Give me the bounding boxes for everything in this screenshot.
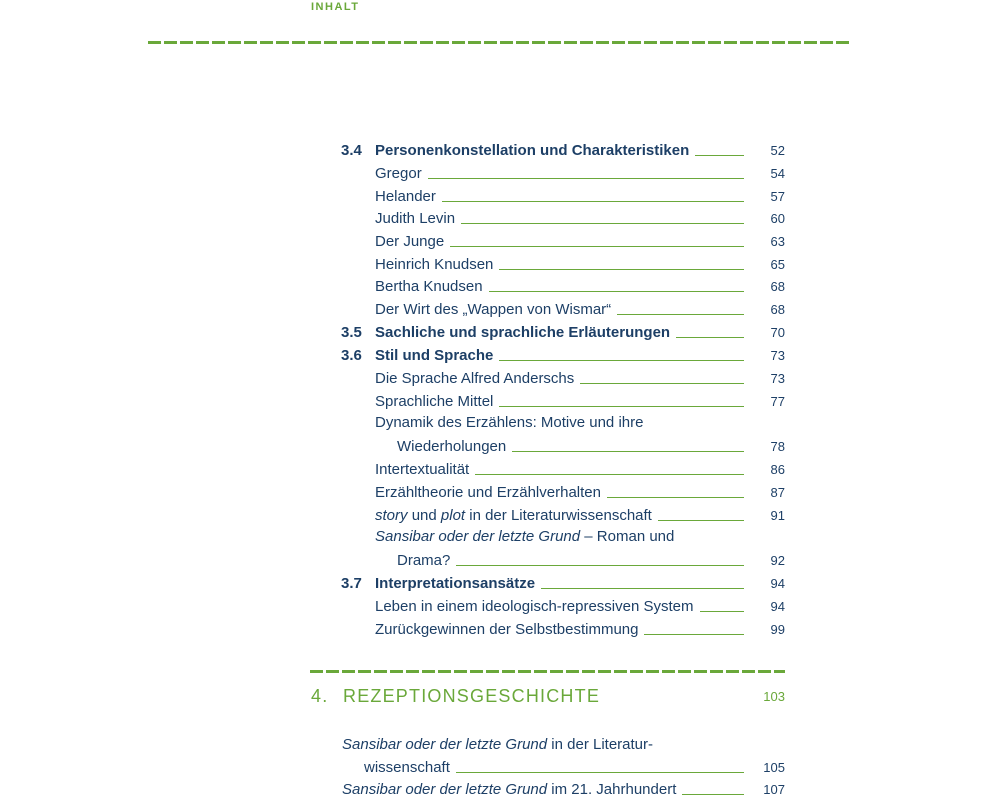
page-number: 73 <box>770 371 785 386</box>
entry-title-rest: in der Literatur- <box>551 736 654 753</box>
page-number: 91 <box>770 508 785 523</box>
section-title: Interpretationsansätze <box>375 575 536 592</box>
entry-title: Intertextualität <box>375 461 470 478</box>
toc-entry[interactable] <box>375 505 785 527</box>
page-number: 94 <box>770 576 785 591</box>
header-label: INHALT <box>311 1 360 13</box>
page-number: 105 <box>763 760 785 775</box>
toc-entry[interactable] <box>375 299 785 321</box>
page-number: 99 <box>770 622 785 637</box>
toc-entry[interactable] <box>397 436 785 458</box>
dot-leader <box>456 565 744 566</box>
toc-entry[interactable] <box>364 757 785 779</box>
dot-leader <box>700 611 744 612</box>
entry-title-line1[interactable] <box>375 528 674 546</box>
entry-title-italic: story <box>375 507 408 524</box>
page-number: 92 <box>770 553 785 568</box>
toc-entry[interactable] <box>375 368 785 390</box>
entry-title-line1[interactable] <box>342 736 653 754</box>
toc-entry[interactable] <box>397 550 785 572</box>
dot-leader <box>499 406 744 407</box>
entry-title <box>375 507 652 527</box>
entry-title-line2: wissenschaft <box>364 759 450 776</box>
toc-entry[interactable] <box>375 231 785 253</box>
dot-leader <box>499 360 744 361</box>
entry-title-line1[interactable]: Dynamik des Erzählens: Motive und ihre <box>375 414 644 431</box>
entry-title: Zurückgewinnen der Selbstbestimmung <box>375 621 639 638</box>
toc-entry-3-6[interactable] <box>341 345 785 367</box>
dot-leader <box>489 291 744 292</box>
dot-leader <box>658 520 744 521</box>
page-number: 54 <box>770 166 785 181</box>
page-number: 68 <box>770 279 785 294</box>
entry-title-rest: in der Literaturwissenschaft <box>469 507 652 524</box>
entry-title: Helander <box>375 188 436 205</box>
toc-entry[interactable] <box>375 254 785 276</box>
section-number: 3.6 <box>341 347 362 364</box>
page-number: 107 <box>763 782 785 797</box>
entry-title-italic: Sansibar oder der letzte Grund <box>375 528 581 545</box>
dot-leader <box>644 634 744 635</box>
page-number: 86 <box>770 462 785 477</box>
dot-leader <box>541 588 744 589</box>
chapter-title: REZEPTIONSGESCHICHTE <box>343 686 601 706</box>
page-number: 65 <box>770 257 785 272</box>
toc-entry[interactable] <box>342 779 785 801</box>
entry-title: Bertha Knudsen <box>375 278 483 295</box>
entry-title-rest: – Roman und <box>584 528 675 545</box>
toc-entry[interactable] <box>375 482 785 504</box>
chapter-rule <box>310 670 785 673</box>
entry-title: Erzähltheorie und Erzählverhalten <box>375 484 601 501</box>
chapter-page: 103 <box>763 689 785 704</box>
page-number: 94 <box>770 599 785 614</box>
toc-entry-3-4[interactable] <box>341 140 785 162</box>
entry-title-rest: im 21. Jahrhundert <box>551 781 677 798</box>
dot-leader <box>475 474 744 475</box>
page-number: 57 <box>770 189 785 204</box>
dot-leader <box>676 337 744 338</box>
entry-title: Sprachliche Mittel <box>375 393 494 410</box>
dot-leader <box>617 314 744 315</box>
toc-entry[interactable] <box>375 459 785 481</box>
entry-title-line2: Drama? <box>397 552 451 569</box>
page-number: 73 <box>770 348 785 363</box>
page-number: 52 <box>770 143 785 158</box>
dot-leader <box>456 772 744 773</box>
entry-title-italic: Sansibar oder der letzte Grund <box>342 736 548 753</box>
entry-title-italic: plot <box>440 507 466 524</box>
dot-leader <box>695 155 744 156</box>
toc-entry[interactable] <box>375 276 785 298</box>
entry-title-italic: Sansibar oder der letzte Grund <box>342 781 548 798</box>
entry-title <box>342 781 676 801</box>
page-number: 63 <box>770 234 785 249</box>
toc-entry[interactable] <box>375 163 785 185</box>
toc-entry[interactable] <box>375 596 785 618</box>
toc-entry[interactable] <box>375 208 785 230</box>
entry-title-connector: und <box>411 507 437 524</box>
entry-title: Leben in einem ideologisch-repressiven System <box>375 598 694 615</box>
entry-title: Die Sprache Alfred Anderschs <box>375 370 575 387</box>
dot-leader <box>499 269 744 270</box>
toc-entry[interactable] <box>375 619 785 641</box>
chapter-number: 4. <box>311 686 329 706</box>
header-rule <box>148 41 852 44</box>
section-title: Stil und Sprache <box>375 347 494 364</box>
section-title: Personenkonstellation und Charakteristiken <box>375 142 690 159</box>
dot-leader <box>442 201 744 202</box>
dot-leader <box>607 497 744 498</box>
dot-leader <box>580 383 744 384</box>
entry-title-line2: Wiederholungen <box>397 438 507 455</box>
page-number: 70 <box>770 325 785 340</box>
toc-entry[interactable] <box>375 186 785 208</box>
entry-title: Der Wirt des „Wappen von Wismar“ <box>375 301 612 318</box>
section-number: 3.4 <box>341 142 362 159</box>
entry-title: Judith Levin <box>375 210 456 227</box>
dot-leader <box>428 178 744 179</box>
chapter-4-heading[interactable] <box>311 686 785 710</box>
dot-leader <box>682 794 744 795</box>
page-number: 68 <box>770 302 785 317</box>
entry-title: Gregor <box>375 165 422 182</box>
page-number: 60 <box>770 211 785 226</box>
section-number: 3.5 <box>341 324 362 341</box>
section-title: Sachliche und sprachliche Erläuterungen <box>375 324 671 341</box>
section-number: 3.7 <box>341 575 362 592</box>
dot-leader <box>461 223 744 224</box>
page-number: 77 <box>770 394 785 409</box>
page-number: 87 <box>770 485 785 500</box>
dot-leader <box>512 451 744 452</box>
entry-title: Der Junge <box>375 233 445 250</box>
entry-title: Heinrich Knudsen <box>375 256 494 273</box>
toc-entry-3-7[interactable] <box>341 573 785 595</box>
toc-entry-3-5[interactable] <box>341 322 785 344</box>
toc-entry[interactable] <box>375 391 785 413</box>
dot-leader <box>450 246 744 247</box>
page-number: 78 <box>770 439 785 454</box>
